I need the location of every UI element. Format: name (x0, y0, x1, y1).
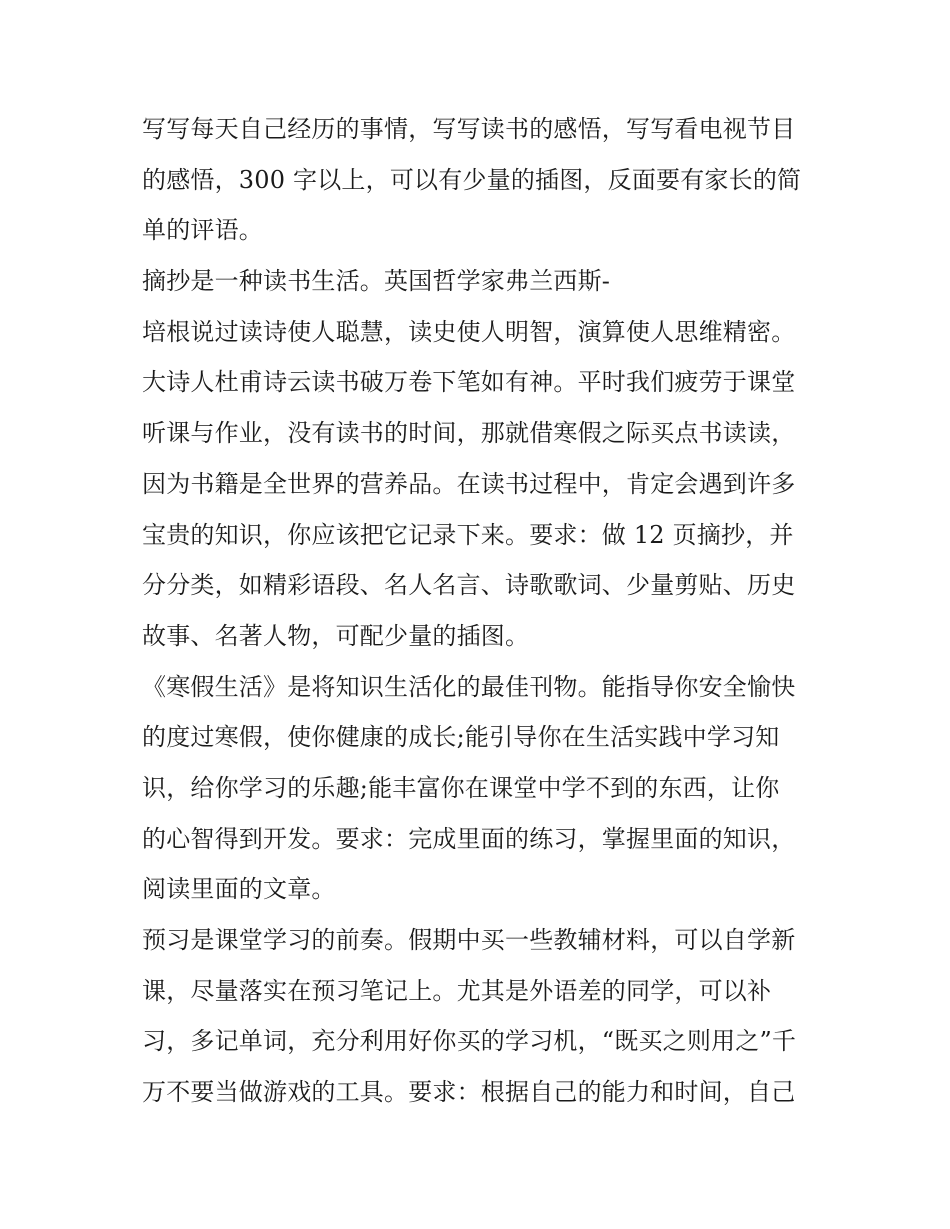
text-line: 预习是课堂学习的前奏。假期中买一些教辅材料，可以自学新 (142, 926, 796, 954)
text-line: 摘抄是一种读书生活。英国哲学家弗兰西斯- (142, 267, 611, 296)
text-line: 大诗人杜甫诗云读书破万卷下笔如有神。平时我们疲劳于课堂 (142, 368, 796, 397)
text-line: 习，多记单词，充分利用好你买的学习机，“既买之则用之”千 (142, 1027, 797, 1056)
text-line: 阅读里面的文章。 (142, 875, 336, 904)
text-line: 《寒假生活》是将知识生活化的最佳刊物。能指导你安全愉快 (142, 672, 796, 701)
text-line: 故事、名著人物，可配少量的插图。 (142, 621, 530, 650)
text-line: 万不要当做游戏的工具。要求：根据自己的能力和时间，自己 (142, 1078, 796, 1107)
text-line: 因为书籍是全世界的营养品。在读书过程中，肯定会遇到许多 (142, 469, 796, 498)
text-line: 培根说过读诗使人聪慧，读史使人明智，演算使人思维精密。 (142, 317, 796, 346)
text-line: 的心智得到开发。要求：完成里面的练习，掌握里面的知识， (142, 824, 796, 853)
text-line: 识，给你学习的乐趣;能丰富你在课堂中学不到的东西，让你 (142, 773, 780, 802)
text-line: 分分类，如精彩语段、名人名言、诗歌歌词、少量剪贴、历史 (142, 571, 796, 600)
text-line: 单的评语。 (142, 216, 263, 245)
text-line: 课，尽量落实在预习笔记上。尤其是外语差的同学，可以补 (142, 976, 772, 1005)
text-line: 的感悟，300 字以上，可以有少量的插图，反面要有家长的简 (142, 165, 802, 194)
text-line: 写写每天自己经历的事情，写写读书的感悟，写写看电视节目 (142, 115, 796, 143)
text-line: 宝贵的知识，你应该把它记录下来。要求：做 12 页摘抄，并 (142, 520, 794, 549)
text-line: 听课与作业，没有读书的时间，那就借寒假之际买点书读读， (142, 419, 796, 448)
text-line: 的度过寒假，使你健康的成长;能引导你在生活实践中学习知 (142, 723, 780, 752)
body-text (142, 104, 822, 1118)
